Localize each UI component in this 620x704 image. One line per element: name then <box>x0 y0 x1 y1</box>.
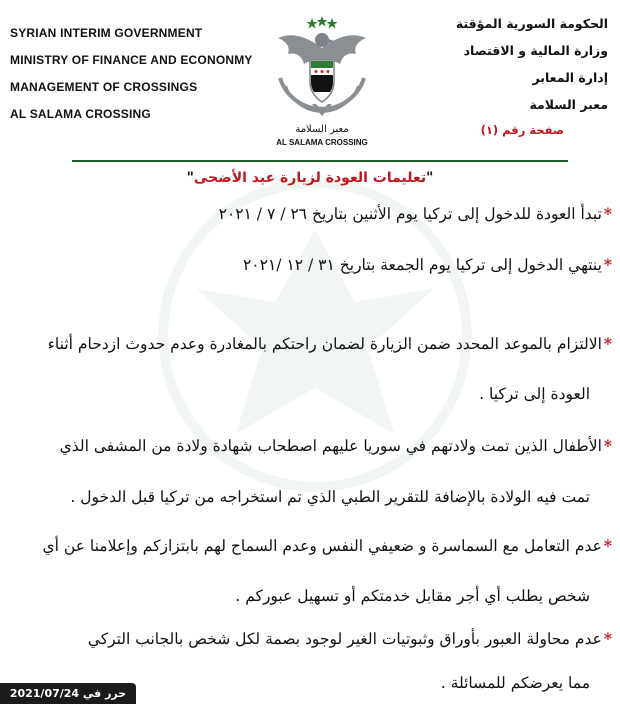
instruction-children-cont: تمت فيه الولادة بالإضافة للتقرير الطبي الذي تم استخراجه من تركيا قبل الدخول . <box>70 488 590 506</box>
department-name-en: MANAGEMENT OF CROSSINGS <box>10 80 198 94</box>
title-quote-close: " <box>186 170 194 186</box>
instruction-punctuality-cont: العودة إلى تركيا . <box>479 385 590 403</box>
bullet-marker: * <box>603 204 612 223</box>
title-quote-open: " <box>426 170 434 186</box>
logo-name-en: AL SALAMA CROSSING <box>276 138 368 147</box>
bullet-marker: * <box>603 334 612 353</box>
bullet-marker: * <box>603 255 612 274</box>
document-title <box>0 170 620 186</box>
header-english <box>10 20 270 128</box>
bullet-marker: * <box>603 536 612 555</box>
issue-date-label: حرر في <box>82 687 127 700</box>
logo-name-ar: معبر السلامة <box>295 124 349 135</box>
instruction-documents-cont: مما يعرضكم للمسائلة . <box>440 674 590 692</box>
instruction-children <box>60 436 612 455</box>
instruction-brokers <box>43 536 612 555</box>
instruction-punctuality <box>48 334 612 353</box>
instruction-start-date <box>219 204 612 223</box>
crossing-name-en: AL SALAMA CROSSING <box>10 107 151 121</box>
crossing-name-ar: معبر السلامة <box>529 97 608 112</box>
header-divider <box>72 160 568 162</box>
instruction-documents <box>88 629 612 648</box>
bullet-marker: * <box>603 629 612 648</box>
issue-date-value: 2021/07/24 <box>9 687 80 700</box>
instruction-brokers-cont: شخص يطلب أي أجر مقابل خدمتكم أو تسهيل عبوركم . <box>235 587 590 605</box>
ministry-name-en: MINISTRY OF FINANCE AND ECONONMY <box>10 53 253 67</box>
bullet-marker: * <box>603 436 612 455</box>
page-number: صفحة رقم (١) <box>480 123 564 137</box>
instruction-end-date <box>243 255 612 274</box>
header-arabic <box>388 10 608 118</box>
government-name-ar: الحكومة السورية المؤقتة <box>455 16 608 31</box>
title-text: تعليمات العودة لزيارة عيد الأضحى <box>193 170 427 186</box>
instruction-text: عدم محاولة العبور بأوراق وثبوتيات الغير لوجود بصمة لكل شخص بالجانب التركي <box>87 630 602 648</box>
instruction-text: تبدأ العودة للدخول إلى تركيا يوم الأثنين بتاريخ ٢٦ / ٧ / ٢٠٢١ <box>218 205 602 223</box>
instruction-text: الالتزام بالموعد المحدد ضمن الزيارة لضمان راحتكم بالمغادرة وعدم حدوث ازدحام أثناء <box>47 335 602 353</box>
department-name-ar: إدارة المعابر <box>532 70 608 85</box>
government-name-en: SYRIAN INTERIM GOVERNMENT <box>10 26 203 40</box>
issue-date-badge <box>0 683 136 704</box>
instruction-text: عدم التعامل مع السماسرة و ضعيفي النفس وعدم السماح لهم بابتزازكم وإعلامنا عن أي <box>42 537 602 555</box>
ministry-name-ar: وزارة المالية و الاقتصاد <box>463 43 608 58</box>
instruction-text: ينتهي الدخول إلى تركيا يوم الجمعة بتاريخ ٣١ / ١٢ /٢٠٢١ <box>242 256 602 274</box>
instruction-text: الأطفال الذين تمت ولادتهم في سوريا عليهم اصطحاب شهادة ولادة من المشفى الذي <box>59 437 602 455</box>
